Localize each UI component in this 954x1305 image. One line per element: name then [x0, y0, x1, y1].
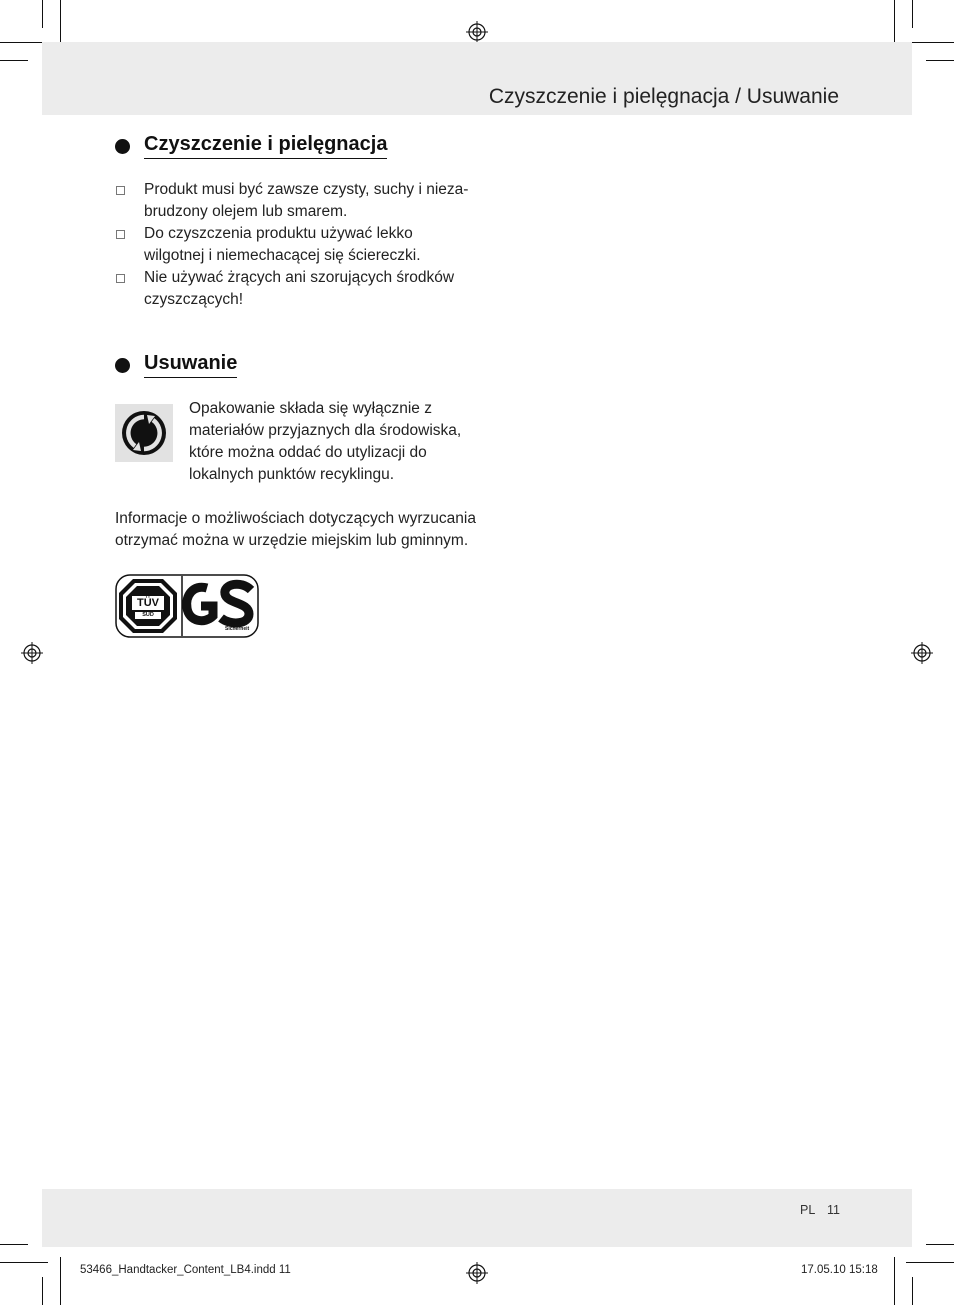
print-slug-file: 53466_Handtacker_Content_LB4.indd 11 — [80, 1264, 291, 1276]
page-title: Czyszczenie i pielęgnacja / Usuwanie — [488, 85, 839, 108]
crop-mark — [912, 0, 913, 28]
list-item-text: Produkt musi być zawsze czysty, suchy i nieza-brudzony olejem lub smarem. — [144, 181, 469, 220]
crop-mark — [906, 1262, 954, 1263]
crop-mark — [926, 60, 954, 61]
registration-mark-icon — [911, 642, 933, 664]
list-item-text: Nie używać żrących ani szorujących środków czyszczących! — [144, 269, 455, 308]
gs-caption-1: geprüfte — [225, 620, 245, 626]
recycle-text: Opakowanie składa się wyłącznie z materiałów przyjaznych dla środowiska, które można oddać do utylizacji do lokalnych punktów recyklingu. — [189, 400, 462, 483]
crop-mark — [42, 0, 43, 28]
checkbox-bullet-icon — [116, 230, 125, 239]
print-slug-date: 17.05.10 15:18 — [801, 1264, 878, 1276]
bullet-dot-icon — [115, 358, 130, 373]
list-item — [115, 223, 475, 267]
cleaning-list — [115, 179, 475, 311]
checkbox-bullet-icon — [116, 186, 125, 195]
registration-mark-icon — [466, 21, 488, 43]
crop-mark — [894, 0, 895, 48]
crop-mark — [0, 42, 48, 43]
crop-mark — [0, 60, 28, 61]
list-item-text: Do czyszczenia produktu używać lekko wilgotnej i niemechacącej się ściereczki. — [144, 225, 421, 264]
crop-mark — [894, 1257, 895, 1305]
section-heading-cleaning — [115, 133, 387, 159]
checkbox-bullet-icon — [116, 274, 125, 283]
crop-mark — [0, 1262, 48, 1263]
registration-mark-icon — [466, 1262, 488, 1284]
crop-mark — [912, 1277, 913, 1305]
registration-mark-icon — [21, 642, 43, 664]
list-item — [115, 179, 475, 223]
crop-mark — [906, 42, 954, 43]
header-band — [42, 42, 912, 115]
crop-mark — [42, 1277, 43, 1305]
page-language: PL — [800, 1203, 816, 1217]
section-heading-text: Czyszczenie i pielęgnacja — [144, 133, 387, 159]
crop-mark — [926, 1244, 954, 1245]
crop-mark — [60, 1257, 61, 1305]
crop-mark — [0, 1244, 28, 1245]
crop-mark — [60, 0, 61, 48]
page-number: 11 — [827, 1203, 840, 1217]
section-heading-text: Usuwanie — [144, 352, 237, 378]
footer-band — [42, 1189, 912, 1247]
tuv-label: TÜV — [137, 597, 159, 609]
disposal-info-text: Informacje o możliwościach dotyczących wyrzucania otrzymać można w urzędzie miejskim lub gminnym. — [115, 510, 476, 549]
bullet-dot-icon — [115, 139, 130, 154]
tuv-sub-label: SÜD — [142, 612, 154, 618]
list-item — [115, 267, 475, 311]
section-heading-disposal — [115, 352, 237, 378]
certification-logos — [115, 574, 259, 638]
green-dot-recycle-icon — [115, 404, 173, 462]
gs-caption-2: Sicherheit — [225, 626, 250, 632]
